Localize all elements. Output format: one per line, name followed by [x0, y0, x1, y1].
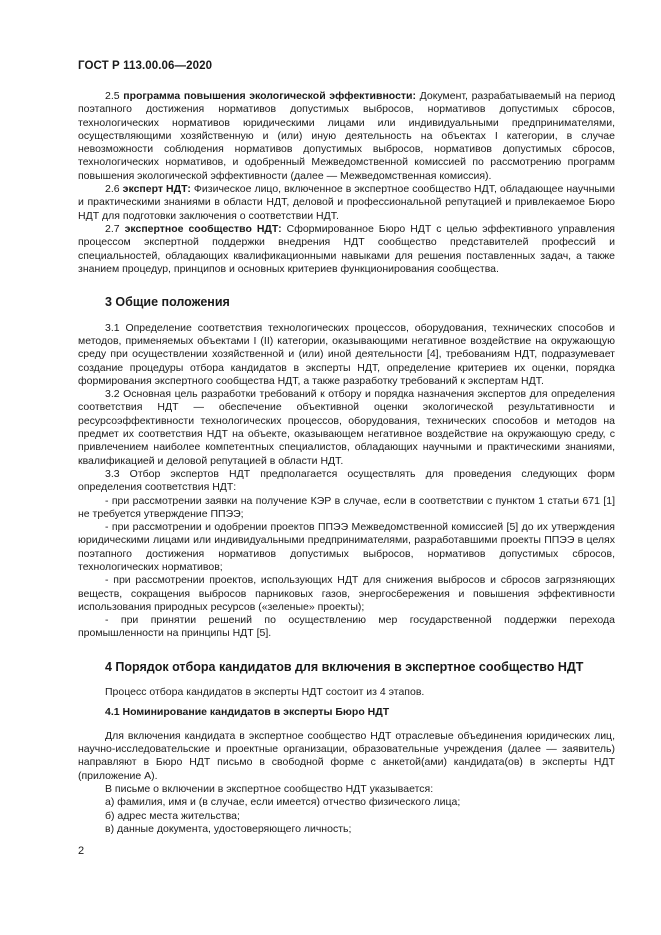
- term-2-5: 2.5 программа повышения экологической эффективности: Документ, разрабатываемый на период поэтапного достижения нормативов допустимых выбросов, нормативов допустимых сбросов, технологических нормативов юридическими лицами или индивидуальными предпринимателями, осуществляющими хозяйственную и (или) иную деятельность на объектах I категории, в случае невозможности соблюдения нормативов допустимых выбросов, нормативов допустимых сбросов, технологических нормативов, и одобренный Межведомственной комиссией по рассмотрению программ повышения экологической эффективности (далее — Межведомственная комиссия).: [78, 90, 615, 182]
- list-item: а) фамилия, имя и (в случае, если имеется) отчество физического лица;: [105, 796, 461, 809]
- subsection-4-1-heading: 4.1 Номинирование кандидатов в эксперты Бюро НДТ: [105, 705, 390, 718]
- term-2-6: 2.6 эксперт НДТ: Физическое лицо, включенное в экспертное сообщество НДТ, обладающее научными и практическими знаниями в области НДТ, деловой и профессиональной репутацией и привлекаемое Бюро НДТ для подготовки заключения о соответствии НДТ.: [78, 183, 616, 222]
- term-title: эксперт НДТ:: [122, 183, 191, 196]
- term-2-7: 2.7 экспертное сообщество НДТ: Сформированное Бюро НДТ с целью эффективного управления процессом экспертной поддержки внедрения НДТ сообщество представителей профессий и специальностей, обладающих квалификационными навыками для решения поставленных задач, а также знанием процедур, принципов и основных критериев функционирования сообщества.: [78, 222, 615, 275]
- list-item: - при принятии решений по осуществлению мер государственной поддержки перехода промышленности на принципы НДТ [5].: [78, 614, 615, 640]
- list-item: - при рассмотрении проектов, использующих НДТ для снижения выбросов и сбросов загрязняющих веществ, сокращения выбросов парниковых газов, энергосбережения и повышения эффективности использования природных ресурсов («зеленые» проекты);: [78, 574, 615, 613]
- term-title: программа повышения экологической эффективности:: [123, 90, 417, 102]
- list-item: - при рассмотрении и одобрении проектов ППЭЭ Межведомственной комиссией [5] до их утверждения юридическими лицами или индивидуальными предпринимателями, разработавшими проекты ППЭЭ в целях поэтапного достижения нормативов допустимых выбросов, нормативов допустимых сбросов, технологических нормативов;: [78, 521, 615, 573]
- document-code: ГОСТ Р 113.00.06—2020: [78, 60, 213, 72]
- section-3-heading: 3 Общие положения: [105, 295, 230, 310]
- term-title: экспертное сообщество НДТ:: [124, 222, 282, 235]
- page-number: 2: [78, 845, 85, 857]
- paragraph-4-1-2: В письме о включении в экспертное сообщество НДТ указывается:: [105, 783, 434, 796]
- paragraph-3-1: 3.1 Определение соответствия технологических процессов, оборудования, технических способов и методов, применяемых объектами I (II) категории, оказывающими негативное воздействие на окружающую среду при осуществлении хозяйственной и (или) иной деятельности [4], требованиям НДТ, подразумевает создание процедуры отбора кандидатов в эксперты НДТ, определение критериев их оценки, порядка формирования экспертного сообщества НДТ, а также разработку требований к экспертам НДТ.: [78, 321, 615, 387]
- paragraph-3-3: 3.3 Отбор экспертов НДТ предполагается осуществлять для проведения следующих форм определения соответствия НДТ:: [78, 467, 615, 494]
- section-4-heading: 4 Порядок отбора кандидатов для включения в экспертное сообщество НДТ: [105, 659, 584, 674]
- paragraph-4-1-1: Для включения кандидата в экспертное сообщество НДТ отраслевые объединения юридических лиц, научно-исследовательские и проектные организации, образовательные учреждения (далее — заявитель) направляют в Бюро НДТ письмо в свободной форме с анкетой(ами) кандидата(ов) в эксперты НДТ (приложение А).: [78, 729, 615, 782]
- section-4-intro: Процесс отбора кандидатов в эксперты НДТ состоит из 4 этапов.: [105, 686, 425, 699]
- paragraph-3-2: 3.2 Основная цель разработки требований к отбору и порядка назначения экспертов для определения соответствия НДТ — обеспечение объективной оценки экологической результативности и ресурсоэффективности технологических процессов, оборудования, технических способов и методов на предмет их соответствия НДТ на объекте, оказывающем негативное воздействие на окружающую среду, с привлечением наиболее компетентных специалистов, обладающих научными и практическими знаниями, квалификацией и деловой репутацией в области НДТ.: [78, 388, 615, 467]
- document-body: [78, 90, 615, 836]
- list-item: в) данные документа, удостоверяющего личность;: [105, 822, 352, 835]
- list-item: - при рассмотрении заявки на получение КЭР в случае, если в соответствии с пунктом 1 статьи 671 [1] не требуется утверждение ППЭЭ;: [78, 494, 615, 520]
- list-item: б) адрес места жительства;: [105, 809, 240, 822]
